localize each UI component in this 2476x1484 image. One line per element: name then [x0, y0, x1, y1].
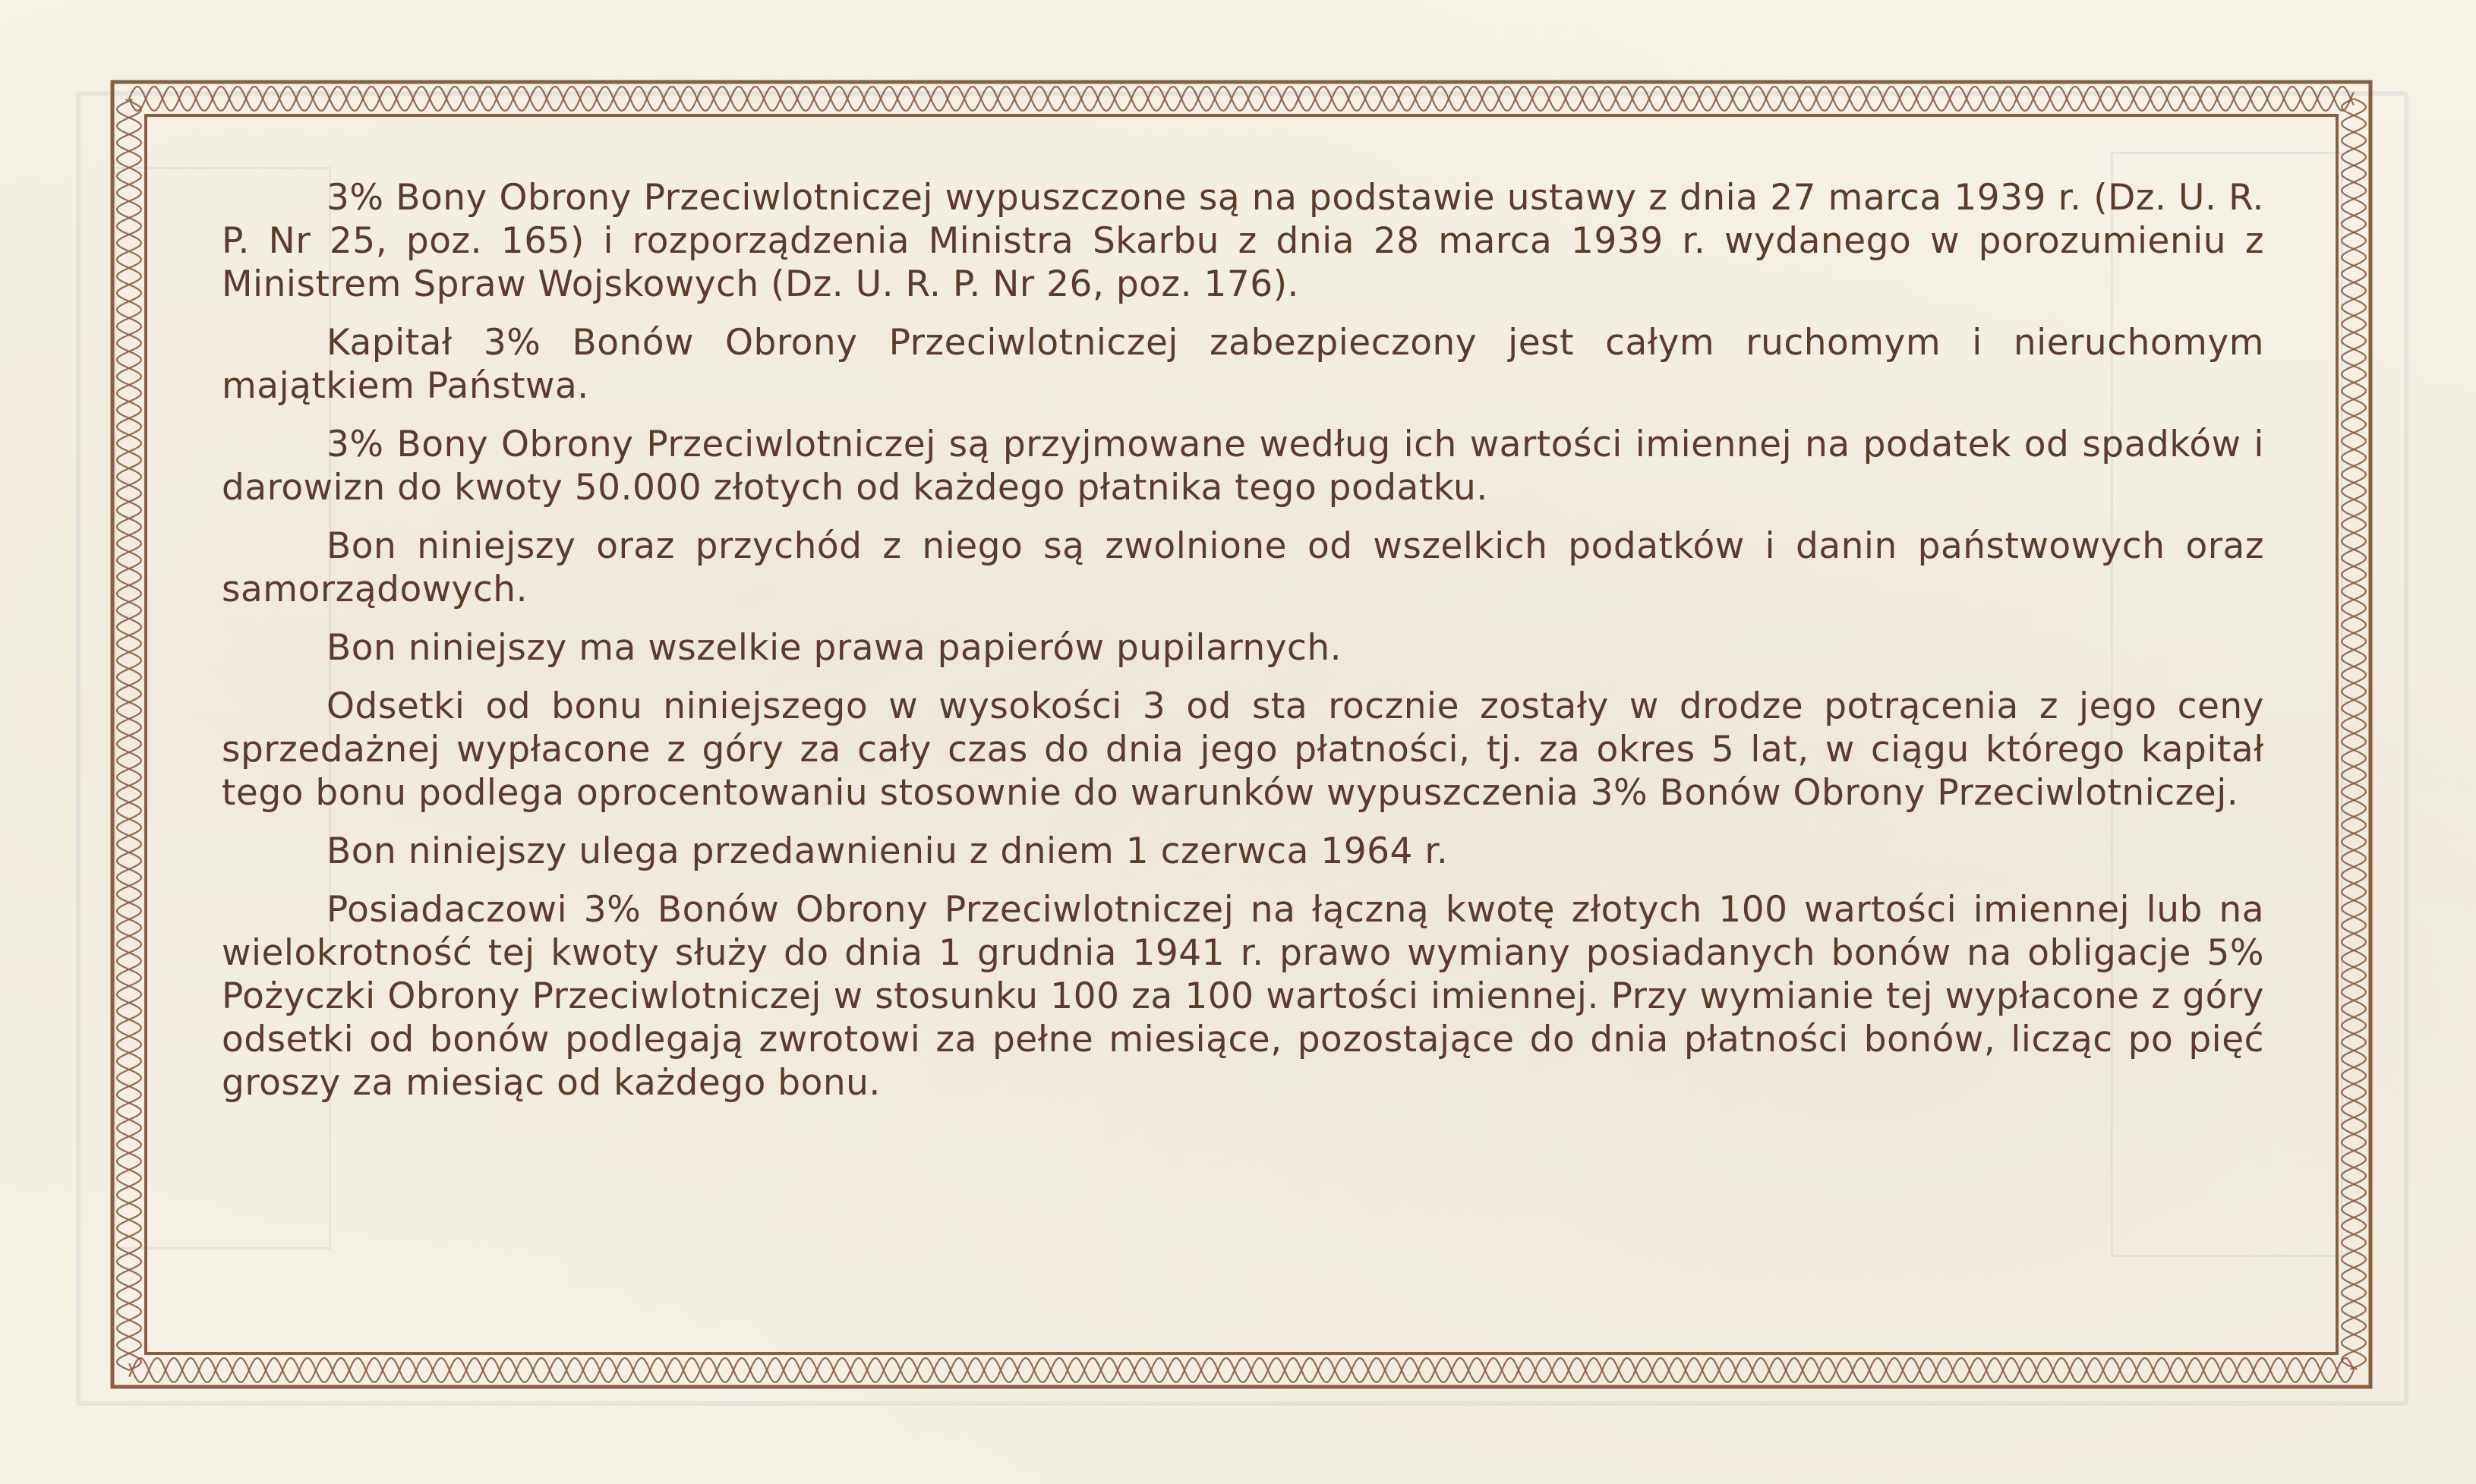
text-block [222, 176, 2264, 1104]
paragraph-interest: Odsetki od bonu niniejszego w wysokości 3 od sta rocznie zostały w drodze potrącenia z jego ceny sprzedażnej wypłacone z góry za cały czas do dnia jego płatności, tj. za okres 5 lat, w ciągu którego kapitał tego bonu podlega oprocentowaniu stosownie do warunków wypuszczenia 3% Bonów Obrony Przeciwlotniczej. [222, 685, 2264, 814]
paragraph-tax-acceptance: 3% Bony Obrony Przeciwlotniczej są przyjmowane według ich wartości imiennej na podatek od spadków i darowizn do kwoty 50.000 złotych od każdego płatnika tego podatku. [222, 424, 2264, 509]
paragraph-capital-security: Kapitał 3% Bonów Obrony Przeciwlotniczej zabezpieczony jest całym ruchomym i nieruchomym majątkiem Państwa. [222, 322, 2264, 407]
paragraph-tax-exemption: Bon niniejszy oraz przychód z niego są zwolnione od wszelkich podatków i danin państwowych oraz samorządowych. [222, 525, 2264, 610]
paragraph-prescription: Bon niniejszy ulega przedawnieniu z dniem 1 czerwca 1964 r. [326, 830, 1449, 872]
paragraph-legal-basis: 3% Bony Obrony Przeciwlotniczej wypuszczone są na podstawie ustawy z dnia 27 marca 1939 r. (Dz. U. R. P. Nr 25, poz. 165) i rozporządzenia Ministra Skarbu z dnia 28 marca 1939 r. wydanego w porozumieniu z Ministrem Spraw Wojskowych (Dz. U. R. P. Nr 26, poz. 176). [222, 177, 2264, 305]
paragraph-pupillary-rights: Bon niniejszy ma wszelkie prawa papierów pupilarnych. [326, 627, 1342, 669]
paragraph-exchange-right: Posiadaczowi 3% Bonów Obrony Przeciwlotniczej na łączną kwotę złotych 100 wartości imiennej lub na wielokrotność tej kwoty służy do dnia 1 grudnia 1941 r. prawo wymiany posiadanych bonów na obligacje 5% Pożyczki Obrony Przeciwlotniczej w stosunku 100 za 100 wartości imiennej. Przy wymianie tej wypłacone z góry odsetki od bonów podlegają zwrotowi za pełne miesiące, pozostające do dnia płatności bonów, licząc po pięć groszy za miesiąc od każdego bonu. [222, 889, 2264, 1104]
